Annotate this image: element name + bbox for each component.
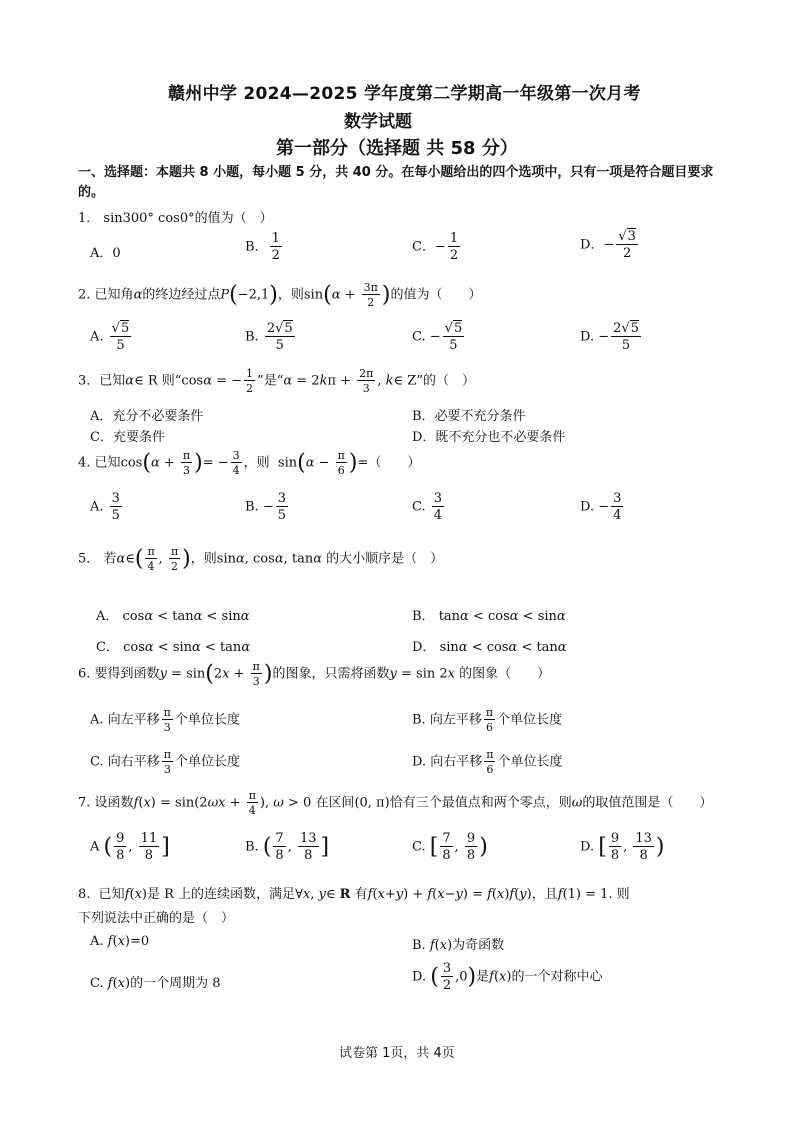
q8-option-d[interactable]: D. ( $\frac{3}{2}$ ,0)是f(x)的一个对称中心 [412,961,603,993]
q4-option-a[interactable]: A. $\frac{3}{5}$ [90,491,120,523]
q8-option-b[interactable]: B. f(x)为奇函数 [412,938,505,953]
page-footer: 试卷第 1页，共 4页 [339,1046,455,1061]
question-8-line2: 下列说法中正确的是（ ） [78,911,235,926]
question-1: 1． sin300° cos0°的值为（ ） [78,211,273,226]
q8-option-a[interactable]: A. f(x)=0 [90,934,150,949]
q7-option-a[interactable]: A ( $\frac{9}{8}$ , $\frac{11}{8}$ ] [90,831,170,863]
question-8: 8. 已知f(x)是 R 上的连续函数，满足∀x, y∈ R 有f(x+y) + f(x−y) = f(x)f(y)，且f(1) = 1. 则 [78,887,630,902]
q1-option-b[interactable]: B． $\frac{1}{2}$ [245,231,280,263]
question-6: 6. 要得到函数y = sin(2x + $\frac{\pi}{3}$ )的图象，只需将函数y = sin 2x 的图象（ ） [78,660,551,688]
exam-title: 赣州中学 2024—2025 学年度第二学期高一年级第一次月考 [168,84,641,104]
q2-option-c[interactable]: C. − $\frac{√5}{5}$ [412,321,463,353]
q7-option-c[interactable]: C. [ $\frac{7}{8}$ , $\frac{9}{8}$ ) [412,831,488,863]
q6-option-a[interactable]: A. 向左平移 $\frac{\pi}{3}$ 个单位长度 [90,706,240,734]
q3-option-d[interactable]: D．既不充分也不必要条件 [412,430,566,445]
q8-option-c[interactable]: C. f(x)的一个周期为 8 [90,976,221,991]
q5-option-a[interactable]: A． cosα < tanα < sinα [96,609,250,624]
q1-option-a[interactable]: A．0 [90,246,121,261]
q2-option-a[interactable]: A. $\frac{√5}{5}$ [90,321,130,353]
q1-option-d[interactable]: D．− $\frac{√3}{2}$ [580,229,636,261]
q2-option-b[interactable]: B. $\frac{2√5}{5}$ [245,321,293,353]
q3-option-c[interactable]: C．充要条件 [90,430,165,445]
q7-option-b[interactable]: B. ( $\frac{7}{8}$ , $\frac{13}{8}$ ] [245,831,330,863]
q5-option-c[interactable]: C． cosα < sinα < tanα [96,640,251,655]
q6-option-d[interactable]: D. 向右平移 $\frac{\pi}{6}$ 个单位长度 [412,748,563,776]
question-7: 7. 设函数f(x) = sin(2ωx + $\frac{\pi}{4}$ ), ω > 0 在区间(0, π)恰有三个最值点和两个零点，则ω的取值范围是（ ） [78,789,713,817]
q4-option-b[interactable]: B. − $\frac{3}{5}$ [245,491,286,523]
q1-option-c[interactable]: C．− $\frac{1}{2}$ [412,231,459,263]
q4-option-c[interactable]: C. $\frac{3}{4}$ [412,491,443,523]
question-4: 4. 已知cos(α + $\frac{\pi}{3}$ )= − $\frac{3}{4}$ ，则 sin(α − $\frac{\pi}{6}$ )=（ ） [78,449,421,477]
section-instructions: 一、选择题：本题共 8 小题，每小题 5 分，共 40 分。在每小题给出的四个选项中，只有一项是符合题目要求的。 [78,165,714,200]
part-heading: 第一部分（选择题 共 58 分） [276,138,518,159]
q6-option-c[interactable]: C. 向右平移 $\frac{\pi}{3}$ 个单位长度 [90,748,240,776]
question-3: 3．已知α∈ R 则“cosα = − $\frac{1}{2}$ ”是“α = 2kπ + $\frac{2\pi}{3}$ , k∈ Z”的（ ） [78,367,475,395]
question-2: 2. 已知角α的终边经过点P(−2,1)，则sin(α + $\frac{3\pi}{2}$ )的值为（ ） [78,281,482,309]
q5-option-b[interactable]: B． tanα < cosα < sinα [412,609,566,624]
q6-option-b[interactable]: B. 向左平移 $\frac{\pi}{6}$ 个单位长度 [412,706,563,734]
question-5: 5． 若α∈( $\frac{\pi}{4}$ , $\frac{\pi}{2}$ )，则sinα, cosα, tanα 的大小顺序是（ ） [78,545,444,573]
q5-option-d[interactable]: D． sinα < cosα < tanα [412,640,567,655]
q3-option-b[interactable]: B．必要不充分条件 [412,409,526,424]
q4-option-d[interactable]: D. − $\frac{3}{4}$ [580,491,622,523]
q3-option-a[interactable]: A．充分不必要条件 [90,409,204,424]
exam-subtitle: 数学试题 [344,112,412,132]
q2-option-d[interactable]: D. − $\frac{2√5}{5}$ [580,321,639,353]
q7-option-d[interactable]: D. [ $\frac{9}{8}$ , $\frac{13}{8}$ ) [580,831,665,863]
